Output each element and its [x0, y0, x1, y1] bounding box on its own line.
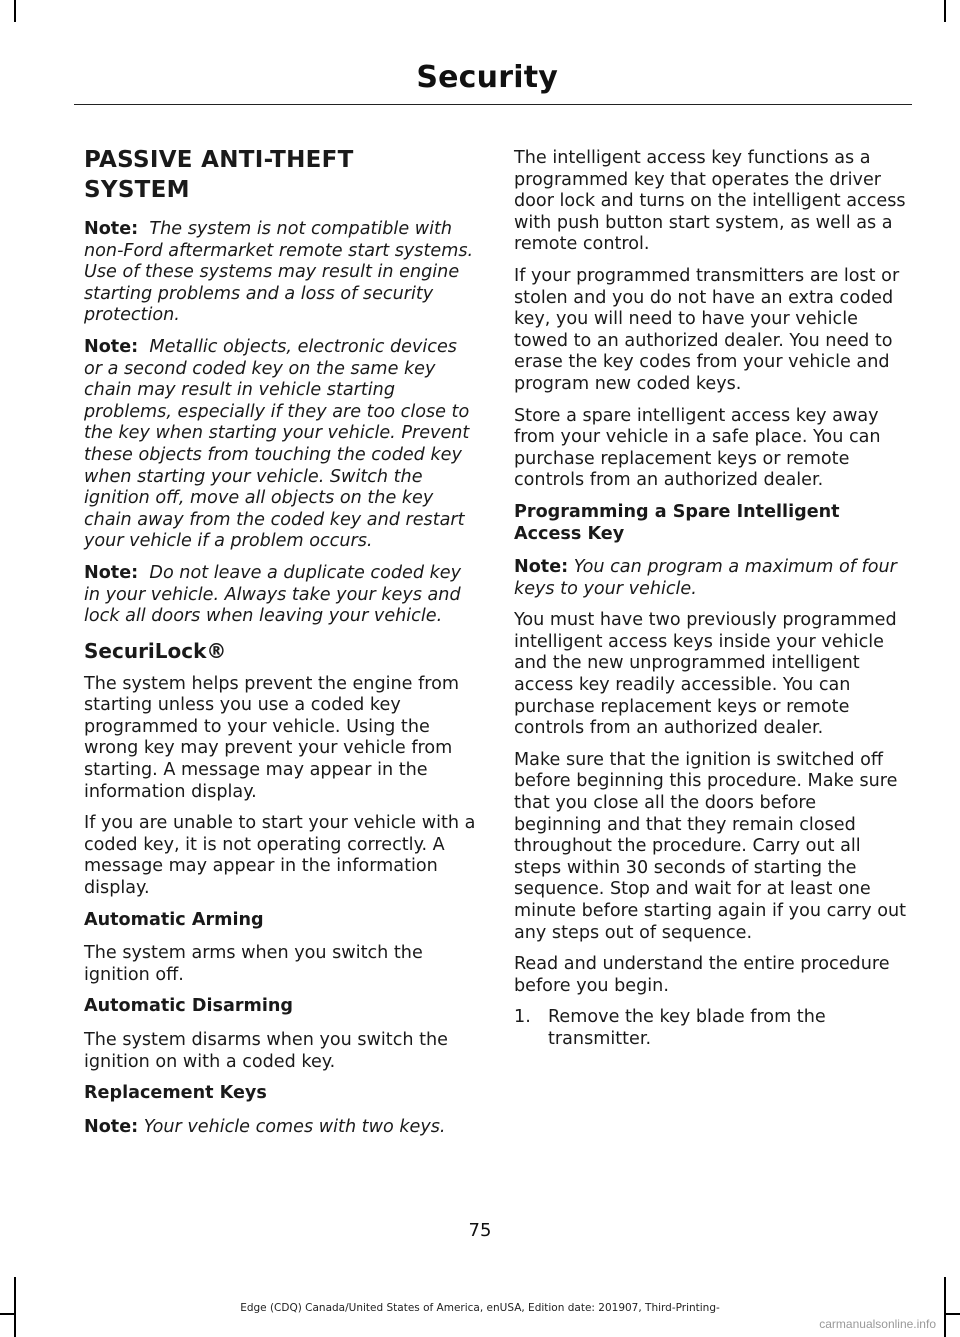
spare-key-paragraph: Store a spare intelligent access key away from your vehicle in a safe place. You can purchase replacement keys or remote controls from an authorized dealer. — [514, 405, 881, 491]
right-column — [514, 148, 908, 1061]
step-text: Remove the key blade from the transmitter. — [548, 1007, 826, 1049]
automatic-disarming-text: The system disarms when you switch the ignition on with a coded key. — [84, 1030, 448, 1072]
section-title-line-1: PASSIVE ANTI-THEFT — [84, 147, 354, 173]
crop-mark-top-left — [14, 0, 16, 22]
note-duplicate-key — [84, 563, 476, 628]
step-number: 1. — [514, 1007, 531, 1028]
edition-line: Edge (CDQ) Canada/United States of America, enUSA, Edition date: 201907, Third-Printing- — [240, 1302, 720, 1314]
note-compatibility — [84, 219, 476, 327]
step-1 — [514, 1007, 908, 1050]
note-label: Note: — [84, 562, 139, 583]
procedure-paragraph: Make sure that the ignition is switched off before beginning this procedure. Make sure that you close all the doors before beginning and that they remain closed throughout the procedure. Carry out all steps within 30 seconds of starting the sequence. Stop and wait for at least one minute before starting again if you carry out any steps out of sequence. — [514, 749, 907, 943]
watermark: carmanualsonline.info — [819, 1317, 936, 1331]
automatic-disarming-heading: Automatic Disarming — [84, 996, 293, 1017]
lost-transmitters-paragraph: If your programmed transmitters are lost or stolen and you do not have an extra coded key, you will need to have your vehicle towed to an authorized dealer. You need to erase the key codes from your vehicle and program new coded keys. — [514, 265, 900, 394]
note-text: The system is not compatible with non-Ford aftermarket remote start systems. Use of these systems may result in engine starting problems and a loss of security protection. — [84, 219, 474, 326]
replacement-keys-heading: Replacement Keys — [84, 1083, 267, 1104]
programming-heading: Programming a Spare Intelligent Access Key — [514, 501, 840, 544]
note-label: Note: — [84, 336, 139, 357]
securilock-heading: SecuriLock® — [84, 638, 227, 663]
note-label: Note: — [84, 1116, 139, 1137]
requirements-paragraph: You must have two previously programmed intelligent access keys inside your vehicle and the new unprogrammed intelligent access key readily accessible. You can purchase replacement keys or remote controls from an authorized dealer. — [514, 610, 897, 739]
automatic-arming-heading: Automatic Arming — [84, 909, 264, 930]
intelligent-key-paragraph: The intelligent access key functions as a programmed key that operates the driver door lock and turns on the intelligent access with push button start system, as well as a remote control. — [514, 148, 906, 255]
securilock-paragraph-1: The system helps prevent the engine from starting unless you use a coded key programmed to your vehicle. Using the wrong key may prevent your vehicle from starting. A message may appear in the information display. — [84, 673, 460, 802]
note-two-keys — [84, 1117, 476, 1139]
note-text: Metallic objects, electronic devices or a second coded key on the same key chain may result in vehicle starting problems, especially if they are too close to the key when starting your vehicle. Prevent these objects from touching the coded key when starting your vehicle. Switch the ignition off, move all objects on the key chain away from the coded key and restart your vehicle if a problem occurs. — [84, 336, 470, 552]
automatic-arming-text: The system arms when you switch the ignition off. — [84, 943, 423, 985]
note-max-keys — [514, 557, 908, 600]
note-metallic-objects — [84, 337, 476, 553]
page-header-title: Security — [416, 60, 558, 95]
note-text: Do not leave a duplicate coded key in your vehicle. Always take your keys and lock all doors when leaving your vehicle. — [84, 562, 462, 627]
note-label: Note: — [84, 219, 139, 239]
page-number: 75 — [468, 1220, 492, 1241]
crop-mark-top-right — [944, 0, 946, 22]
securilock-paragraph-2: If you are unable to start your vehicle with a coded key, it is not operating correctly. A message may appear in the information display. — [84, 813, 476, 899]
note-text: Your vehicle comes with two keys. — [143, 1116, 446, 1137]
left-column — [84, 145, 476, 1148]
note-label: Note: — [514, 557, 569, 578]
section-title — [84, 145, 476, 205]
read-procedure-paragraph: Read and understand the entire procedure before you begin. — [514, 954, 890, 996]
section-title-line-2: SYSTEM — [84, 177, 190, 203]
header-divider — [74, 104, 912, 105]
note-text: You can program a maximum of four keys to your vehicle. — [514, 557, 897, 599]
